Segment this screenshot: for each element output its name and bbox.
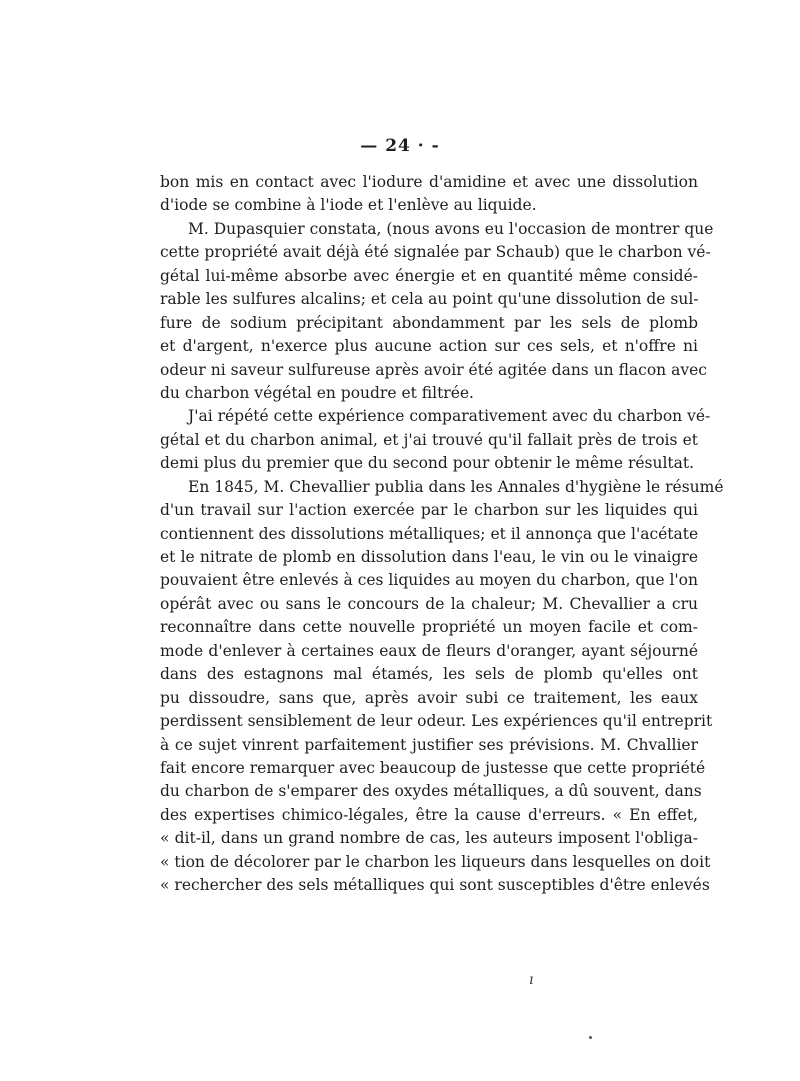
- body-text: [160, 171, 724, 898]
- text-line: reconnaître dans cette nouvelle propriété un moyen facile et com-: [160, 618, 698, 637]
- text-line: fure de sodium précipitant abondamment par les sels de plomb: [160, 313, 698, 332]
- text-line: des expertises chimico-légales, être la cause d'erreurs. « En effet,: [160, 805, 698, 824]
- text-line: « dit-il, dans un grand nombre de cas, les auteurs imposent l'obliga-: [160, 829, 698, 848]
- text-line: à ce sujet vinrent parfaitement justifier ses prévisions. M. Chvallier: [160, 735, 698, 754]
- stray-ink-dot: [589, 1036, 592, 1039]
- stray-ink-mark: ı: [529, 972, 534, 988]
- text-line: cette propriété avait déjà été signalée par Schaub) que le charbon vé-: [160, 243, 711, 262]
- text-line: du charbon de s'emparer des oxydes métalliques, a dû souvent, dans: [160, 782, 702, 801]
- text-line: demi plus du premier que du second pour obtenir le même résultat.: [160, 454, 695, 473]
- text-line: bon mis en contact avec l'iodure d'amidine et avec une dissolution: [160, 173, 698, 191]
- text-line: d'un travail sur l'action exercée par le charbon sur les liquides qui: [160, 501, 698, 520]
- text-line: « rechercher des sels métalliques qui sont susceptibles d'être enlevés: [160, 876, 710, 895]
- text-line: « tion de décolorer par le charbon les liqueurs dans lesquelles on doit: [160, 852, 711, 871]
- text-line: et le nitrate de plomb en dissolution dans l'eau, le vin ou le vinaigre: [160, 548, 698, 566]
- text-line: opérât avec ou sans le concours de la chaleur; M. Chevallier a cru: [160, 594, 698, 613]
- text-line: dans des estagnons mal étamés, les sels de plomb qu'elles ont: [160, 665, 698, 684]
- text-line: gétal lui-même absorbe avec énergie et en quantité même considé-: [160, 266, 698, 285]
- text-line: fait encore remarquer avec beaucoup de justesse que cette propriété: [160, 758, 706, 777]
- text-line: mode d'enlever à certaines eaux de fleurs d'oranger, ayant séjourné: [160, 641, 698, 660]
- text-line: gétal et du charbon animal, et j'ai trouvé qu'il fallait près de trois et: [160, 430, 698, 449]
- text-line: contiennent des dissolutions métalliques; et il annonça que l'acétate: [160, 524, 699, 543]
- text-line: pu dissoudre, sans que, après avoir subi ce traitement, les eaux: [160, 688, 698, 707]
- text-line: et d'argent, n'exerce plus aucune action sur ces sels, et n'offre ni: [160, 337, 698, 356]
- text-line: d'iode se combine à l'iode et l'enlève au liquide.: [160, 196, 537, 215]
- text-line: pouvaient être enlevés à ces liquides au moyen du charbon, que l'on: [160, 571, 698, 590]
- text-line: J'ai répété cette expérience comparativement avec du charbon vé-: [188, 407, 711, 426]
- text-line: rable les sulfures alcalins; et cela au point qu'une dissolution de sul-: [160, 290, 699, 309]
- text-line: M. Dupasquier constata, (nous avons eu l'occasion de montrer que: [188, 219, 714, 238]
- page-number: — 24 · -: [360, 136, 440, 156]
- text-line: En 1845, M. Chevallier publia dans les Annales d'hygiène le résumé: [188, 477, 724, 496]
- text-line: perdissent sensiblement de leur odeur. Les expériences qu'il entreprit: [160, 712, 713, 731]
- text-line: odeur ni saveur sulfureuse après avoir été agitée dans un flacon avec: [160, 360, 707, 379]
- text-line: du charbon végétal en poudre et filtrée.: [160, 383, 474, 402]
